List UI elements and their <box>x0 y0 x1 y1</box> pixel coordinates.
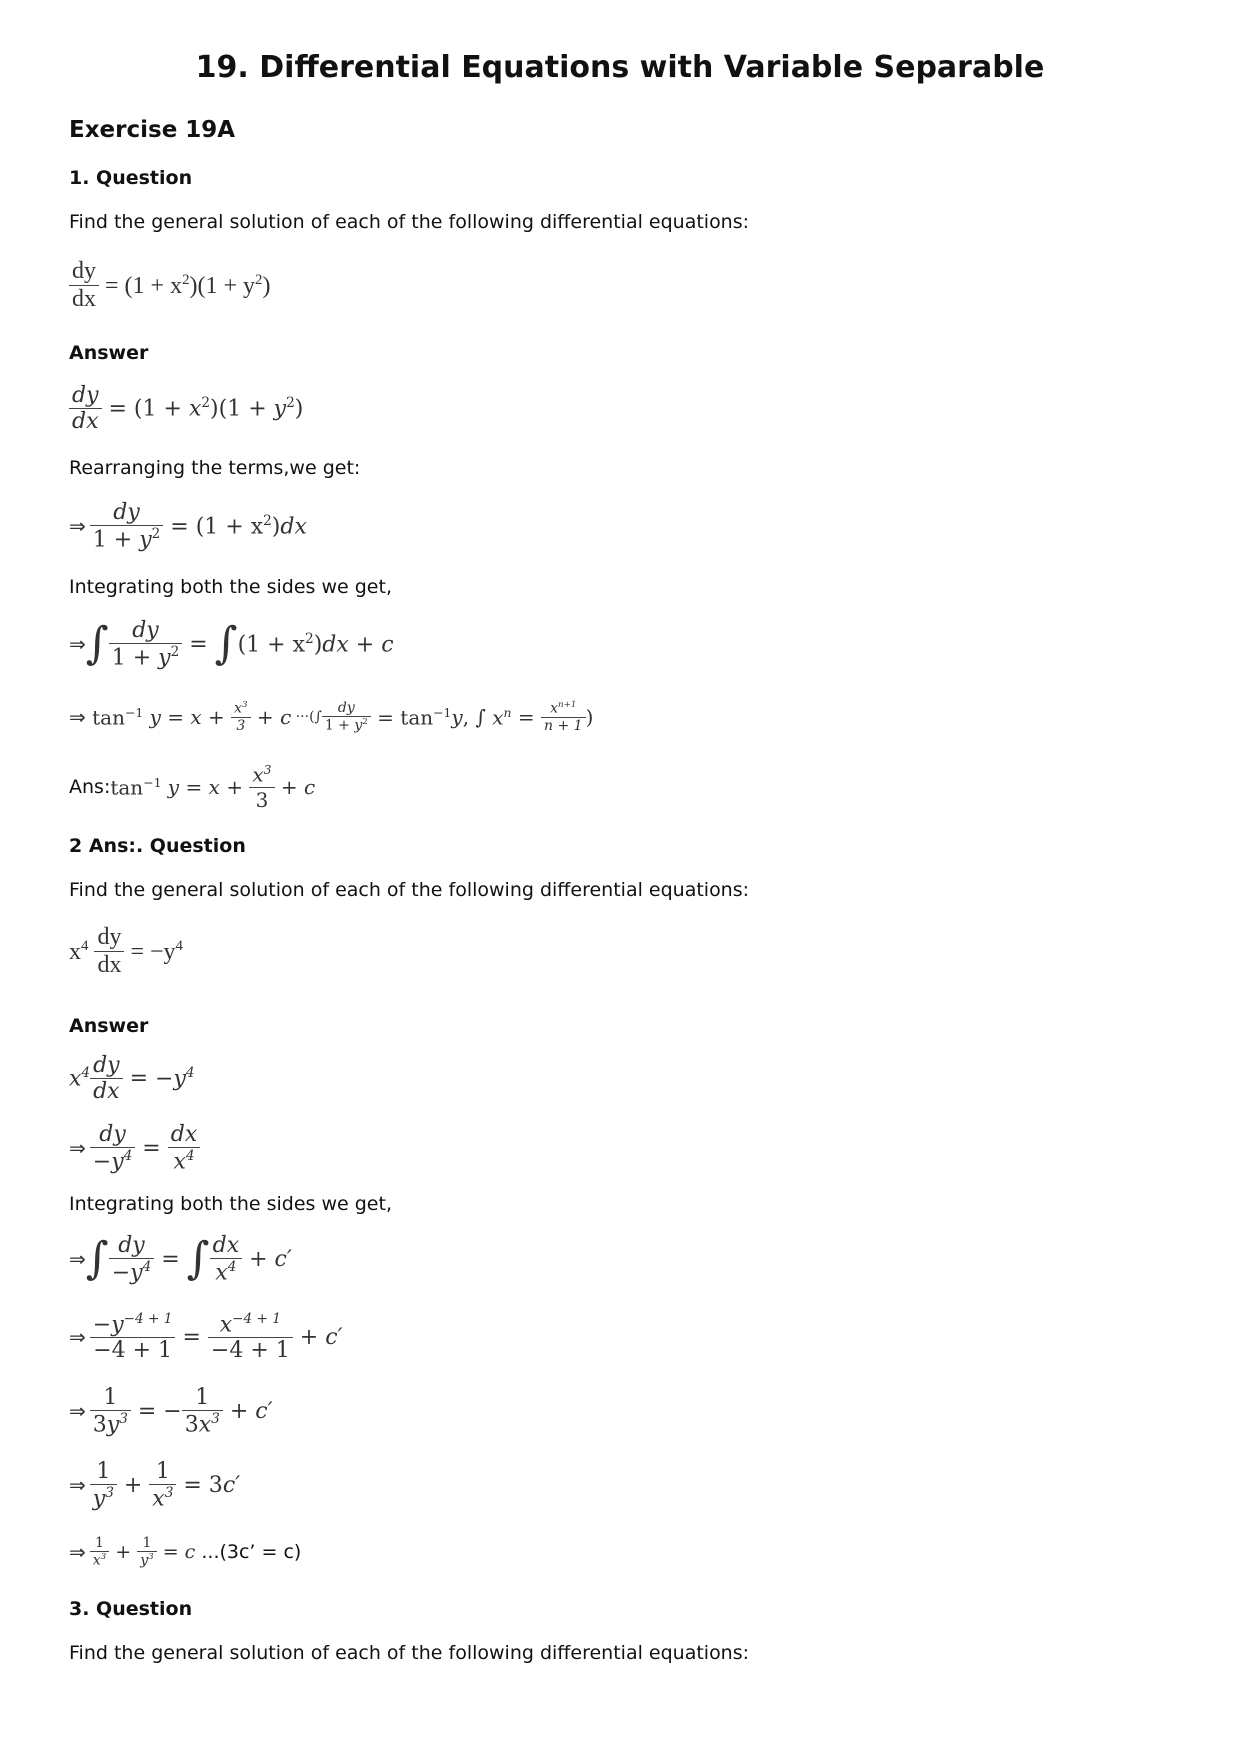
q1-answer-eq4: ⇒ $\tan^{-1}$ y = x + $\frac{x^3}{3}$ + c ···(∫ $\frac{dy}{1 + y^2}$ = $\tan^{-1}$ y , ∫ $x^n$ = $\frac{x^{n+1}}{n + 1}$ ) <box>69 700 594 734</box>
q2-answer-eq4: ⇒ $\frac{-y^{-4 + 1}}{-4 + 1}$ = $\frac{x^{-4 + 1}}{-4 + 1}$ + c′ <box>69 1311 343 1364</box>
q1-answer-eq3: ⇒ ∫ $\frac{dy}{1 + y^2}$ = ∫ $(1 + x^2)dx + c$ <box>69 618 394 671</box>
q2-answer-eq7: ⇒ $\frac{1}{x^3}$ + $\frac{1}{y^3}$ = c ...(3c’ = c) <box>69 1535 302 1569</box>
q2-answer-eq1: $x^4$ $\frac{dy}{dx}$ = $-y^4$ <box>69 1053 195 1104</box>
q1-ans-prefix: Ans: <box>69 775 111 798</box>
exercise-heading: Exercise 19A <box>69 117 236 143</box>
q2-heading: 2 Ans:. Question <box>69 835 246 857</box>
q2-prompt: Find the general solution of each of the following differential equations: <box>69 879 750 901</box>
q2-answer-eq3: ⇒ ∫ $\frac{dy}{-y^4}$ = ∫ $\frac{dx}{x^4}$ + c′ <box>69 1233 292 1286</box>
q2-answer-eq6: ⇒ $\frac{1}{y^3}$ + $\frac{1}{x^3}$ = 3 c′ <box>69 1459 241 1512</box>
q1-equation-image: $\frac{dy}{dx}$ = $(1 + x^2)(1 + y^2)$ <box>69 258 270 313</box>
q2-answer-eq5: ⇒ $\frac{1}{3y^3}$ = − $\frac{1}{3x^3}$ + c′ <box>69 1385 273 1438</box>
q1-prompt: Find the general solution of each of the following differential equations: <box>69 211 750 233</box>
q1-answer-label: Answer <box>69 342 149 364</box>
q1-final-answer: Ans: $\tan^{-1}$ y = x + $\frac{x^3}{3}$ + c <box>69 762 316 812</box>
q3-heading: 3. Question <box>69 1598 193 1620</box>
q1-heading: 1. Question <box>69 167 193 189</box>
q3-prompt: Find the general solution of each of the following differential equations: <box>69 1642 750 1664</box>
q1-answer-eq2: ⇒ $\frac{dy}{1 + y^2}$ = $(1 + x^2)dx$ <box>69 500 307 553</box>
page-title: 19. Differential Equations with Variable Separable <box>195 50 1045 85</box>
q1-answer-eq1: $\frac{dy}{dx}$ = $(1 + x^2)(1 + y^2)$ <box>69 383 303 434</box>
q1-rearrange-text: Rearranging the terms,we get: <box>69 457 361 479</box>
q2-equation-image: $x^4$ $\frac{dy}{dx}$ = $-y^4$ <box>69 924 183 978</box>
q1-integrate-text: Integrating both the sides we get, <box>69 576 392 598</box>
q2-answer-label: Answer <box>69 1015 149 1037</box>
q2-integrate-text: Integrating both the sides we get, <box>69 1193 392 1215</box>
q2-answer-eq2: ⇒ $\frac{dy}{-y^4}$ = $\frac{dx}{x^4}$ <box>69 1122 200 1174</box>
q2-final-note: ...(3c’ = c) <box>201 1540 302 1563</box>
